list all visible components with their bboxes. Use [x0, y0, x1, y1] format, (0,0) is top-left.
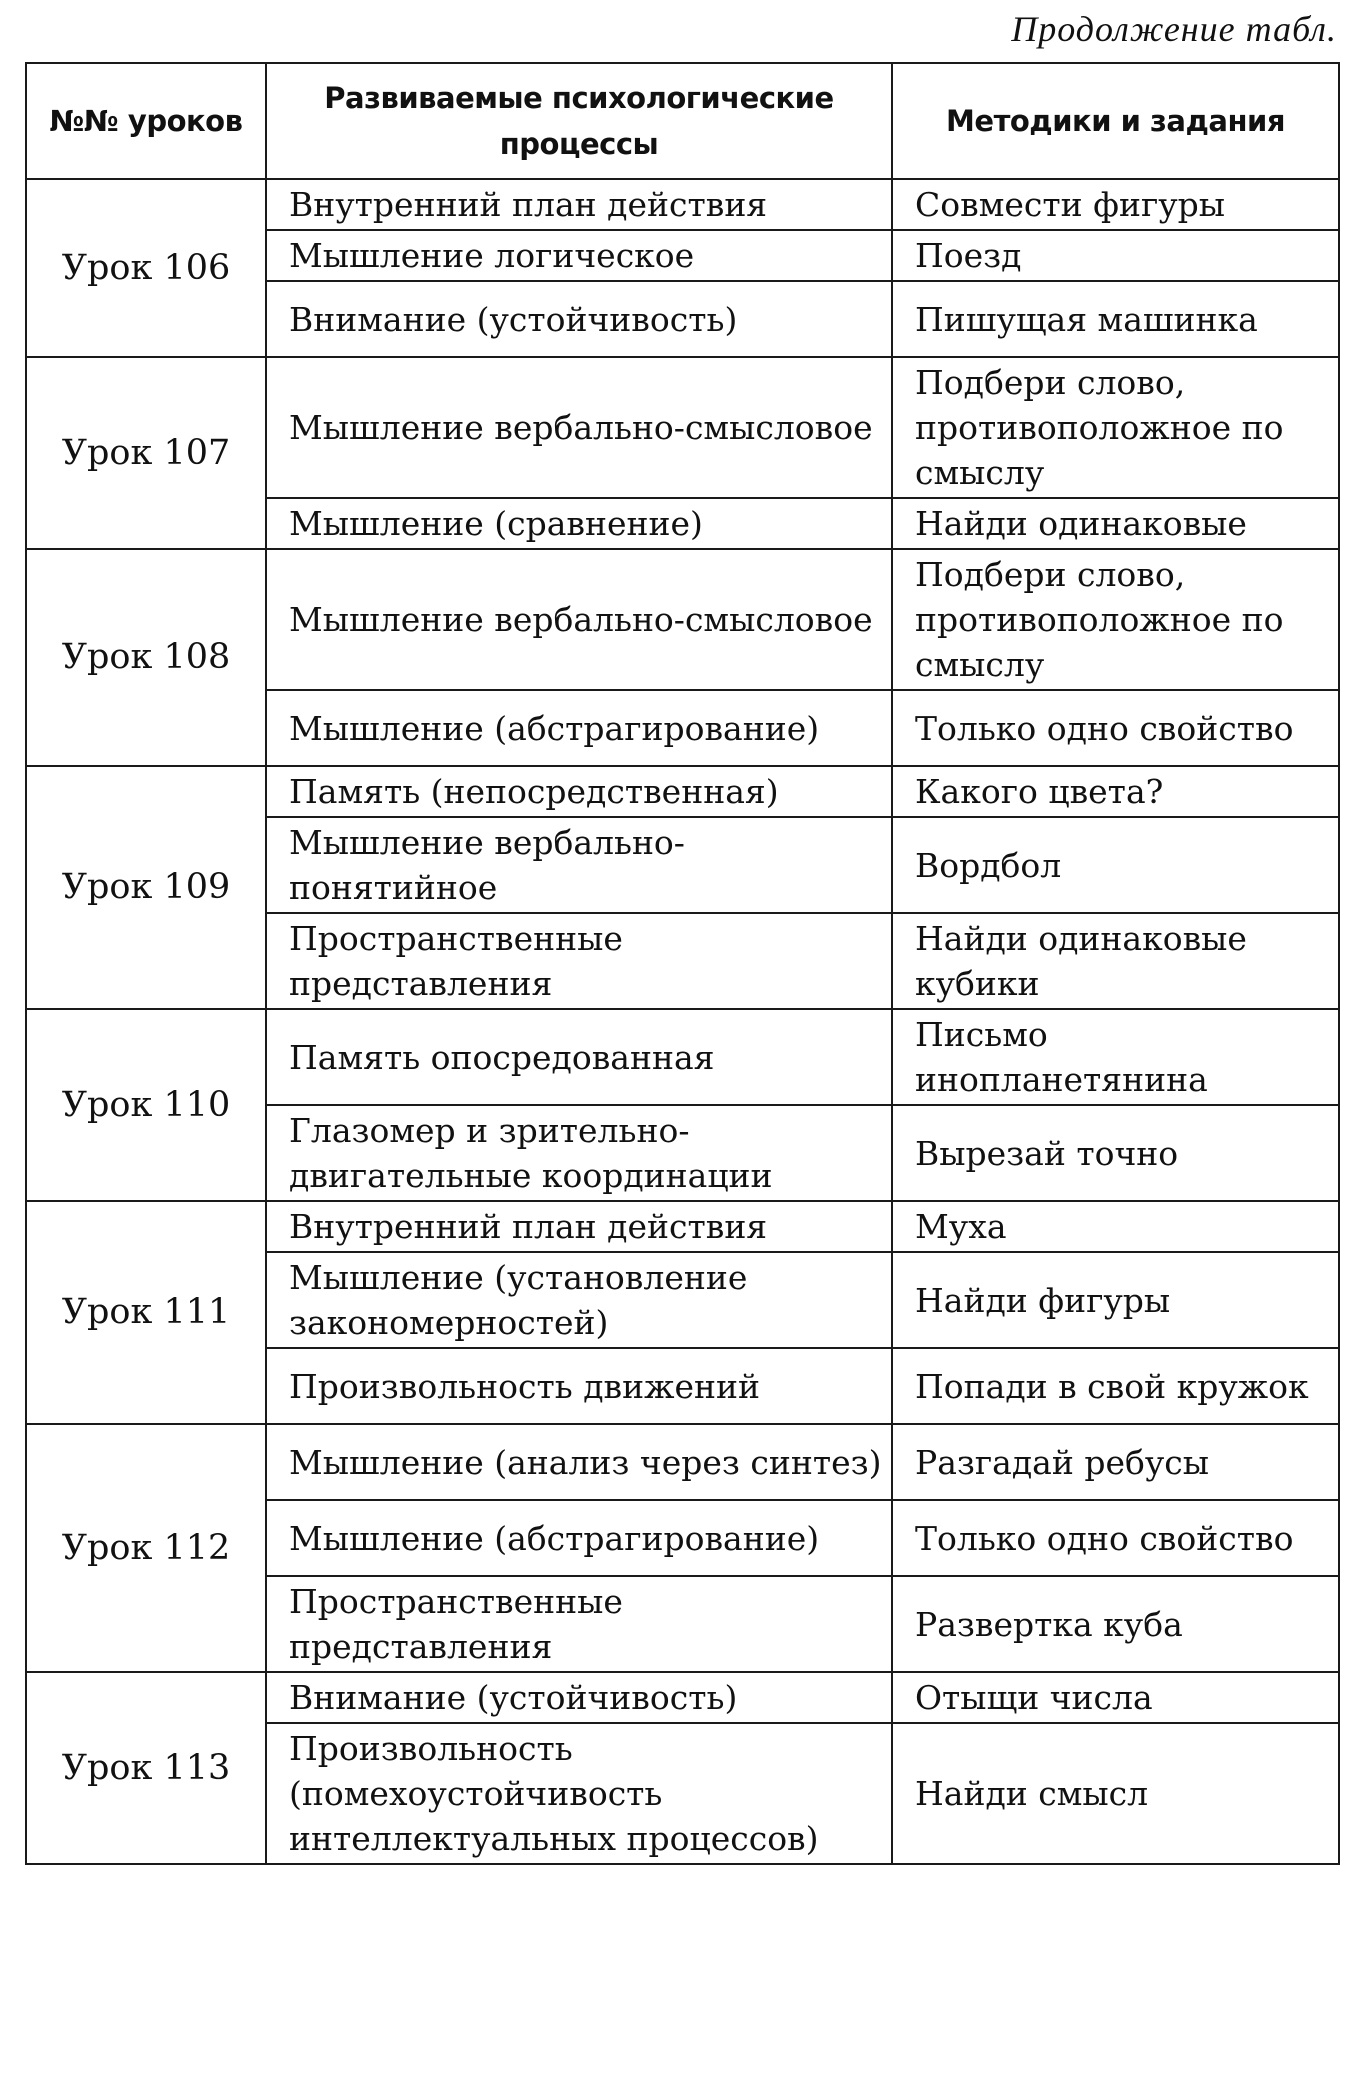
process-cell: Глазомер и зрительно-двигательные координации: [266, 1105, 892, 1201]
task-cell: Поезд: [892, 230, 1339, 281]
table-row: [26, 1009, 1339, 1105]
task-cell: Найди одинаковые: [892, 498, 1339, 549]
continuation-label: Продолжение табл.: [1011, 9, 1337, 49]
table-row: [26, 357, 1339, 498]
lesson-number-cell: Урок 107: [26, 357, 266, 549]
process-cell: Мышление (абстрагирование): [266, 1500, 892, 1576]
process-cell: Мышление (абстрагирование): [266, 690, 892, 766]
header-methods: Методики и задания: [892, 63, 1339, 179]
header-row: [26, 63, 1339, 179]
header-lesson-number: №№ уроков: [26, 63, 266, 179]
task-cell: Отыщи числа: [892, 1672, 1339, 1723]
task-cell: Пишущая машинка: [892, 281, 1339, 357]
process-cell: Мышление логическое: [266, 230, 892, 281]
header-processes: Развиваемые психологические процессы: [266, 63, 892, 179]
process-cell: Произвольность (помехоустойчивость интеллектуальных процессов): [266, 1723, 892, 1864]
process-cell: Произвольность движений: [266, 1348, 892, 1424]
table-row: [26, 1672, 1339, 1723]
table-row: [26, 549, 1339, 690]
process-cell: Внутренний план действия: [266, 1201, 892, 1252]
process-cell: Внимание (устойчивость): [266, 1672, 892, 1723]
task-cell: Какого цвета?: [892, 766, 1339, 817]
task-cell: Разгадай ребусы: [892, 1424, 1339, 1500]
lesson-number-cell: Урок 108: [26, 549, 266, 766]
table-row: [26, 179, 1339, 230]
task-cell: Только одно свойство: [892, 690, 1339, 766]
process-cell: Память (непосредственная): [266, 766, 892, 817]
table-row: [26, 766, 1339, 817]
table-row: [26, 1424, 1339, 1500]
process-cell: Внимание (устойчивость): [266, 281, 892, 357]
task-cell: Найди смысл: [892, 1723, 1339, 1864]
table-body: [26, 179, 1339, 1864]
task-cell: Письмо инопланетянина: [892, 1009, 1339, 1105]
task-cell: Найди фигуры: [892, 1252, 1339, 1348]
task-cell: Вордбол: [892, 817, 1339, 913]
process-cell: Мышление вербально-смысловое: [266, 549, 892, 690]
lesson-number-cell: Урок 112: [26, 1424, 266, 1672]
task-cell: Найди одинаковые кубики: [892, 913, 1339, 1009]
task-cell: Муха: [892, 1201, 1339, 1252]
task-cell: Совмести фигуры: [892, 179, 1339, 230]
process-cell: Память опосредованная: [266, 1009, 892, 1105]
task-cell: Попади в свой кружок: [892, 1348, 1339, 1424]
task-cell: Подбери слово, противоположное по смыслу: [892, 549, 1339, 690]
process-cell: Пространственные представления: [266, 1576, 892, 1672]
lesson-number-cell: Урок 113: [26, 1672, 266, 1864]
process-cell: Пространственные представления: [266, 913, 892, 1009]
task-cell: Вырезай точно: [892, 1105, 1339, 1201]
process-cell: Мышление (анализ через синтез): [266, 1424, 892, 1500]
lesson-table: [25, 62, 1340, 1865]
process-cell: Мышление вербально-смысловое: [266, 357, 892, 498]
lesson-number-cell: Урок 106: [26, 179, 266, 357]
table-row: [26, 1201, 1339, 1252]
lesson-number-cell: Урок 110: [26, 1009, 266, 1201]
task-cell: Подбери слово, противоположное по смыслу: [892, 357, 1339, 498]
process-cell: Мышление вербально-понятийное: [266, 817, 892, 913]
lesson-number-cell: Урок 109: [26, 766, 266, 1009]
task-cell: Только одно свойство: [892, 1500, 1339, 1576]
process-cell: Мышление (установление закономерностей): [266, 1252, 892, 1348]
process-cell: Мышление (сравнение): [266, 498, 892, 549]
task-cell: Развертка куба: [892, 1576, 1339, 1672]
lesson-number-cell: Урок 111: [26, 1201, 266, 1424]
process-cell: Внутренний план действия: [266, 179, 892, 230]
